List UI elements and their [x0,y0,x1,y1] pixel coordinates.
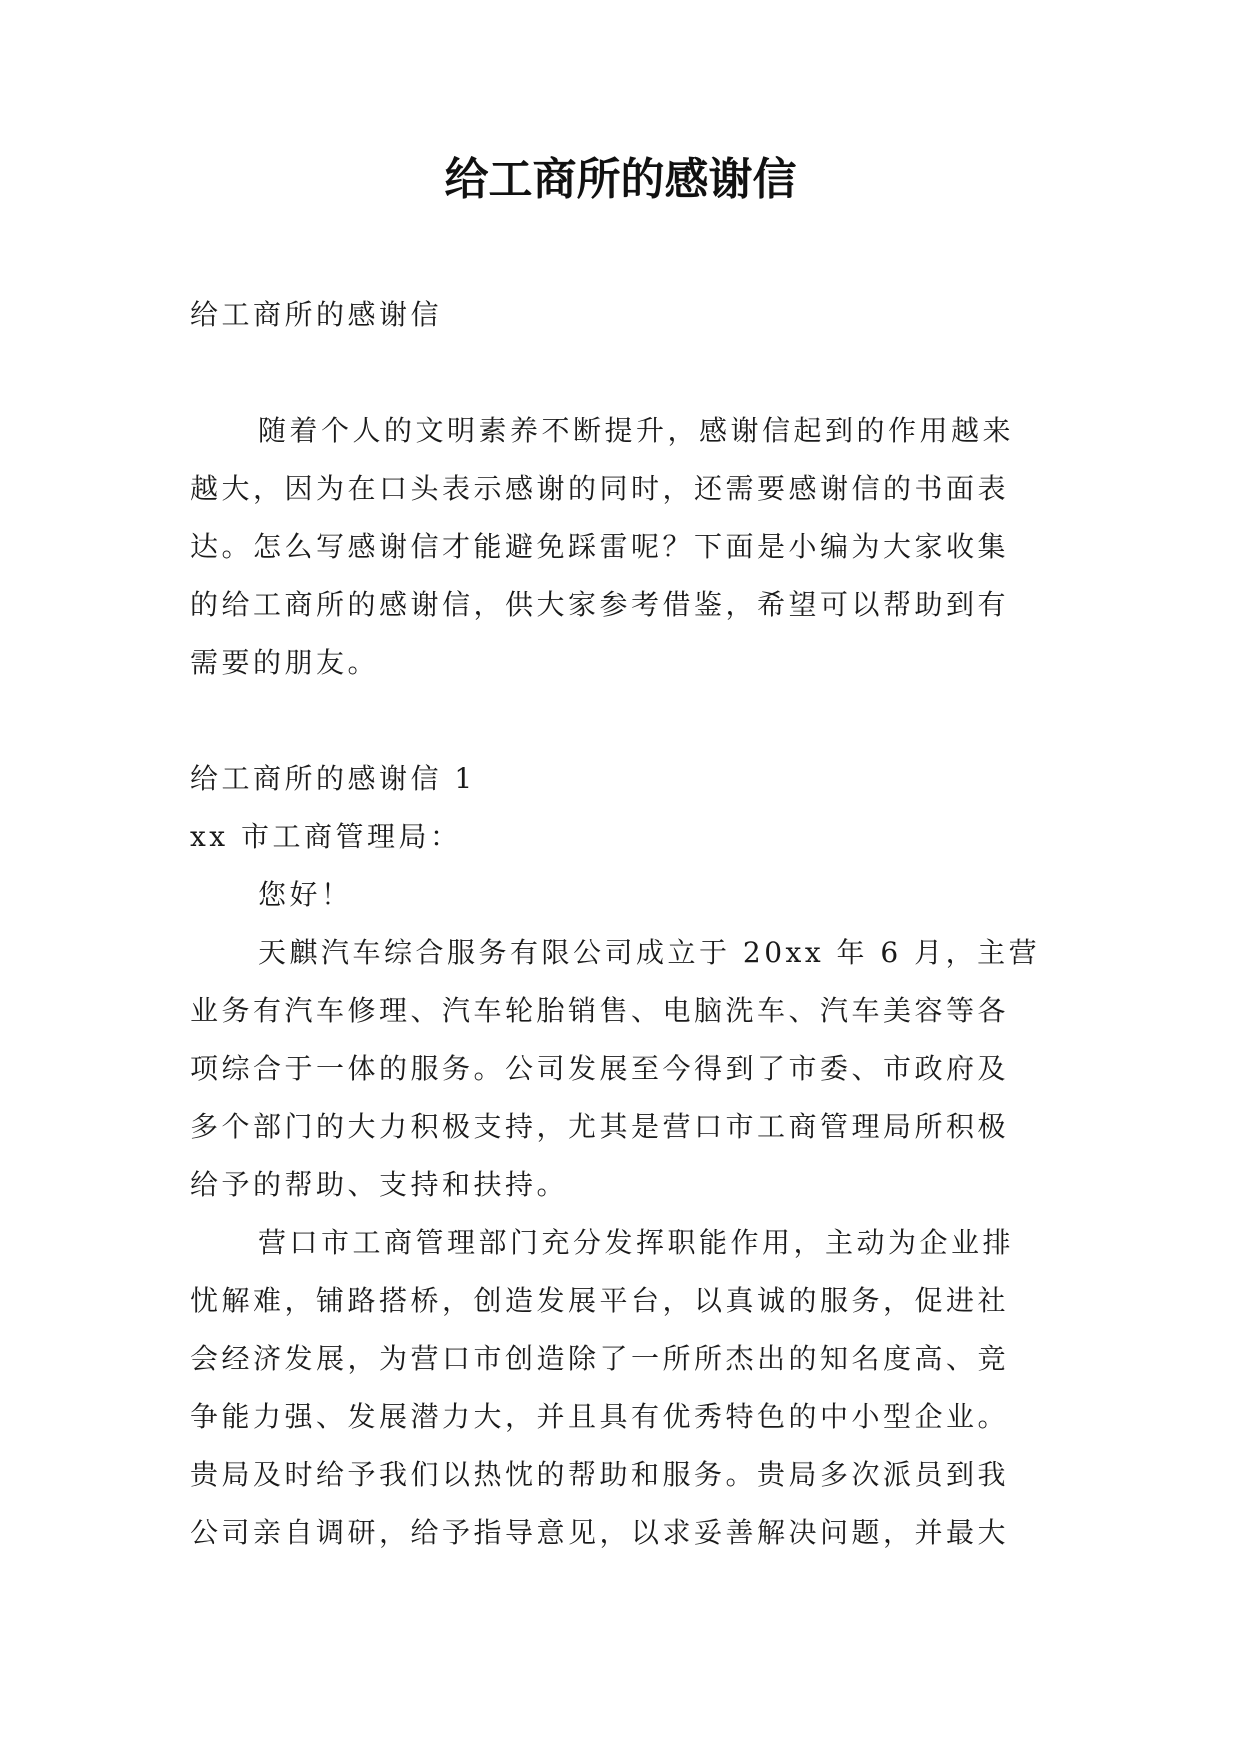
intro-paragraph [190,402,1060,692]
paragraph-line: 多个部门的大力积极支持，尤其是营口市工商管理局所积极 [190,1110,1010,1143]
intro-line: 达。怎么写感谢信才能避免踩雷呢？下面是小编为大家收集 [190,530,1010,563]
letter-greeting: 您好！ [258,878,353,911]
paragraph-line: 天麒汽车综合服务有限公司成立于 20xx 年 6 月，主营 [258,936,1041,969]
paragraph-line: 业务有汽车修理、汽车轮胎销售、电脑洗车、汽车美容等各 [190,994,1010,1027]
paragraph-line: 给予的帮助、支持和扶持。 [190,1168,569,1201]
blank-line [190,692,1060,750]
paragraph-line: 贵局及时给予我们以热忱的帮助和服务。贵局多次派员到我 [190,1458,1010,1491]
paragraph-line: 公司亲自调研，给予指导意见，以求妥善解决问题，并最大 [190,1516,1010,1549]
letter-recipient: xx 市工商管理局： [190,820,462,853]
document-body [190,286,1060,1562]
letter-paragraph-1 [190,924,1060,1214]
letter-paragraph-2 [190,1214,1060,1562]
intro-line: 的给工商所的感谢信，供大家参考借鉴，希望可以帮助到有 [190,588,1010,621]
intro-line: 随着个人的文明素养不断提升，感谢信起到的作用越来 [258,414,1015,447]
intro-line: 需要的朋友。 [190,646,380,679]
blank-line [190,344,1060,402]
document-title: 给工商所的感谢信 [444,154,797,205]
paragraph-line: 争能力强、发展潜力大，并且具有优秀特色的中小型企业。 [190,1400,1010,1433]
intro-line: 越大，因为在口头表示感谢的同时，还需要感谢信的书面表 [190,472,1010,505]
subtitle: 给工商所的感谢信 [190,298,443,331]
letter-heading: 给工商所的感谢信 1 [190,762,476,795]
paragraph-line: 忧解难，铺路搭桥，创造发展平台，以真诚的服务，促进社 [190,1284,1010,1317]
paragraph-line: 项综合于一体的服务。公司发展至今得到了市委、市政府及 [190,1052,1010,1085]
paragraph-line: 会经济发展，为营口市创造除了一所所杰出的知名度高、竞 [190,1342,1010,1375]
paragraph-line: 营口市工商管理部门充分发挥职能作用，主动为企业排 [258,1226,1015,1259]
